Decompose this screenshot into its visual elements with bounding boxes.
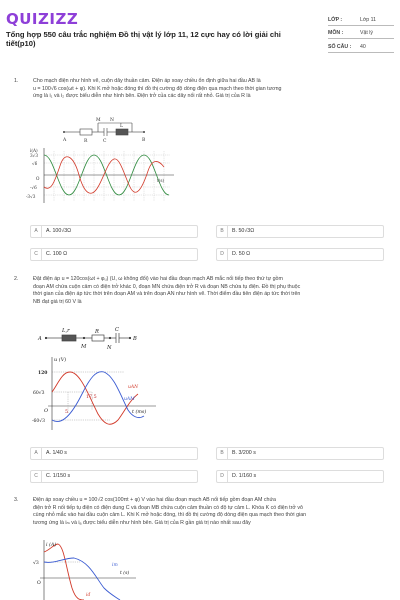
question-1-number: 1. bbox=[14, 78, 19, 84]
circuit-label-a: A bbox=[38, 336, 42, 342]
graph-axis-label-i: i(A) bbox=[30, 148, 38, 153]
question-2-circuit-diagram bbox=[36, 324, 146, 352]
circuit-label-l: L bbox=[120, 124, 123, 129]
graph-label-uan: uAN bbox=[128, 385, 139, 390]
graph-tick-60sqrt3: 60√3 bbox=[33, 391, 45, 396]
graph-tick-120: 120 bbox=[38, 371, 48, 376]
question-2-option-d[interactable]: D D. 1/160 s bbox=[216, 470, 384, 483]
graph-origin: O bbox=[44, 408, 49, 414]
meta-subject: MÔN : Vật lý bbox=[328, 30, 373, 36]
question-1-option-b[interactable]: B B. 50√3Ω bbox=[216, 225, 384, 238]
question-2-text: Đặt điện áp u = 120cos(ωt + φᵤ) (U, ω không đổi) vào hai đầu đoạn mạch AB mắc nối tiếp theo thứ tự gồm đoạn AM chứa cuộn cảm có điện trở khác 0, đoạn MN chứa điện trở R và đoạn NB chứa tụ điện. Đồ thị phụ thuộc thời gian của điện áp tức thời trên đoạn AM và trên đoạn AN như hình vẽ. Thời điểm đầu tiên điện áp tức thời trên NB đạt giá trị 60 V là bbox=[33, 276, 301, 305]
meta-count: SỐ CÂU : 40 bbox=[328, 44, 366, 50]
question-3-text: Điện áp xoay chiều u = 100√2 cos(100πt + φ) V vào hai đầu đoạn mạch AB nối tiếp gồm đoạn AM chứa điện trở R nối tiếp tụ điện có điện dung C và đoạn MB chứa cuộn cảm thuần có độ tự cảm L. Khóa K có điện trở vô cùng nhỏ mắc vào hai đầu cuộn cảm L. Khi K mở hoặc đóng, thì đồ thị cường độ dòng điện qua mạch theo thời gian tương ứng là iₘ và iₐ được biểu diễn như hình bên. Giá trị của R gần giá trị nào nhất sau đây bbox=[33, 497, 307, 526]
graph-tick-5: 5 bbox=[65, 410, 69, 415]
graph-label-id: iđ bbox=[86, 593, 91, 598]
graph-tick-3sqrt3: 3√3 bbox=[30, 153, 38, 158]
circuit-label-n: N bbox=[107, 345, 112, 351]
question-3-number: 3. bbox=[14, 497, 19, 503]
question-2-option-a[interactable]: A A. 1/40 s bbox=[30, 447, 198, 460]
circuit-label-b: B bbox=[133, 336, 137, 342]
graph-origin: O bbox=[37, 581, 41, 586]
graph-axis-label-t: t(s) bbox=[157, 178, 165, 183]
graph-tick-sqrt3: √3 bbox=[33, 561, 39, 566]
circuit-label-n: N bbox=[110, 118, 114, 123]
question-3-current-graph bbox=[30, 538, 140, 600]
graph-axis-label-u: u (V) bbox=[54, 357, 67, 363]
graph-label-im: im bbox=[112, 563, 118, 568]
question-1-option-a[interactable]: A A. 100√3Ω bbox=[30, 225, 198, 238]
page-title: Tổng hợp 550 câu trắc nghiệm Đồ thị vật lý lớp 11, 12 cực hay có lời giải chi tiết(p10) bbox=[6, 30, 281, 48]
graph-axis-label-t: t (s) bbox=[120, 571, 130, 576]
graph-tick-neg-3sqrt3: -3√3 bbox=[26, 194, 36, 199]
graph-tick-sqrt6: √6 bbox=[32, 161, 38, 166]
graph-tick-neg-60sqrt3: -60√3 bbox=[32, 419, 45, 424]
circuit-label-lr: L,r bbox=[62, 328, 70, 334]
question-1-text: Cho mạch điện như hình vẽ, cuộn dây thuần cảm. Điện áp xoay chiều ổn định giữa hai đầu AB là u = 100√6 cos(ωt + φ). Khi K mở hoặc đóng thì đồ thị cường độ dòng điện qua mạch theo thời gian tương ứng là i₁ và i₂ được biểu diễn như hình bên. Điện trở của các dây nối rất nhỏ. Giá trị của R là bbox=[33, 78, 282, 100]
circuit-label-c: C bbox=[103, 139, 107, 144]
circuit-label-b: B bbox=[142, 138, 146, 143]
circuit-label-r: R bbox=[84, 139, 88, 144]
question-2-voltage-graph bbox=[32, 354, 162, 432]
meta-class: LỚP : Lớp 11 bbox=[328, 17, 376, 23]
quizizz-logo: QUIZIZZ bbox=[6, 10, 79, 28]
circuit-label-m: M bbox=[81, 344, 87, 350]
graph-axis-label-i: i (A) bbox=[46, 543, 57, 548]
graph-axis-label-t: t (ms) bbox=[132, 410, 147, 415]
graph-tick-neg-sqrt6: -√6 bbox=[30, 185, 37, 190]
graph-origin: O bbox=[36, 176, 40, 181]
question-1-option-c[interactable]: C C. 100 Ω bbox=[30, 248, 198, 261]
question-1-option-d[interactable]: D D. 50 Ω bbox=[216, 248, 384, 261]
circuit-label-c: C bbox=[115, 327, 119, 333]
question-2-option-b[interactable]: B B. 3/200 s bbox=[216, 447, 384, 460]
graph-label-uam: uAM bbox=[124, 397, 135, 402]
question-2-number: 2. bbox=[14, 276, 19, 282]
circuit-label-m: M bbox=[96, 118, 101, 123]
graph-tick-17-5: 17,5 bbox=[86, 395, 97, 400]
question-1-current-graph bbox=[26, 147, 180, 209]
header bbox=[0, 0, 400, 62]
question-2-option-c[interactable]: C C. 1/150 s bbox=[30, 470, 198, 483]
question-1-circuit-diagram bbox=[60, 118, 150, 144]
circuit-label-r: R bbox=[95, 329, 99, 335]
circuit-label-a: A bbox=[63, 138, 67, 143]
